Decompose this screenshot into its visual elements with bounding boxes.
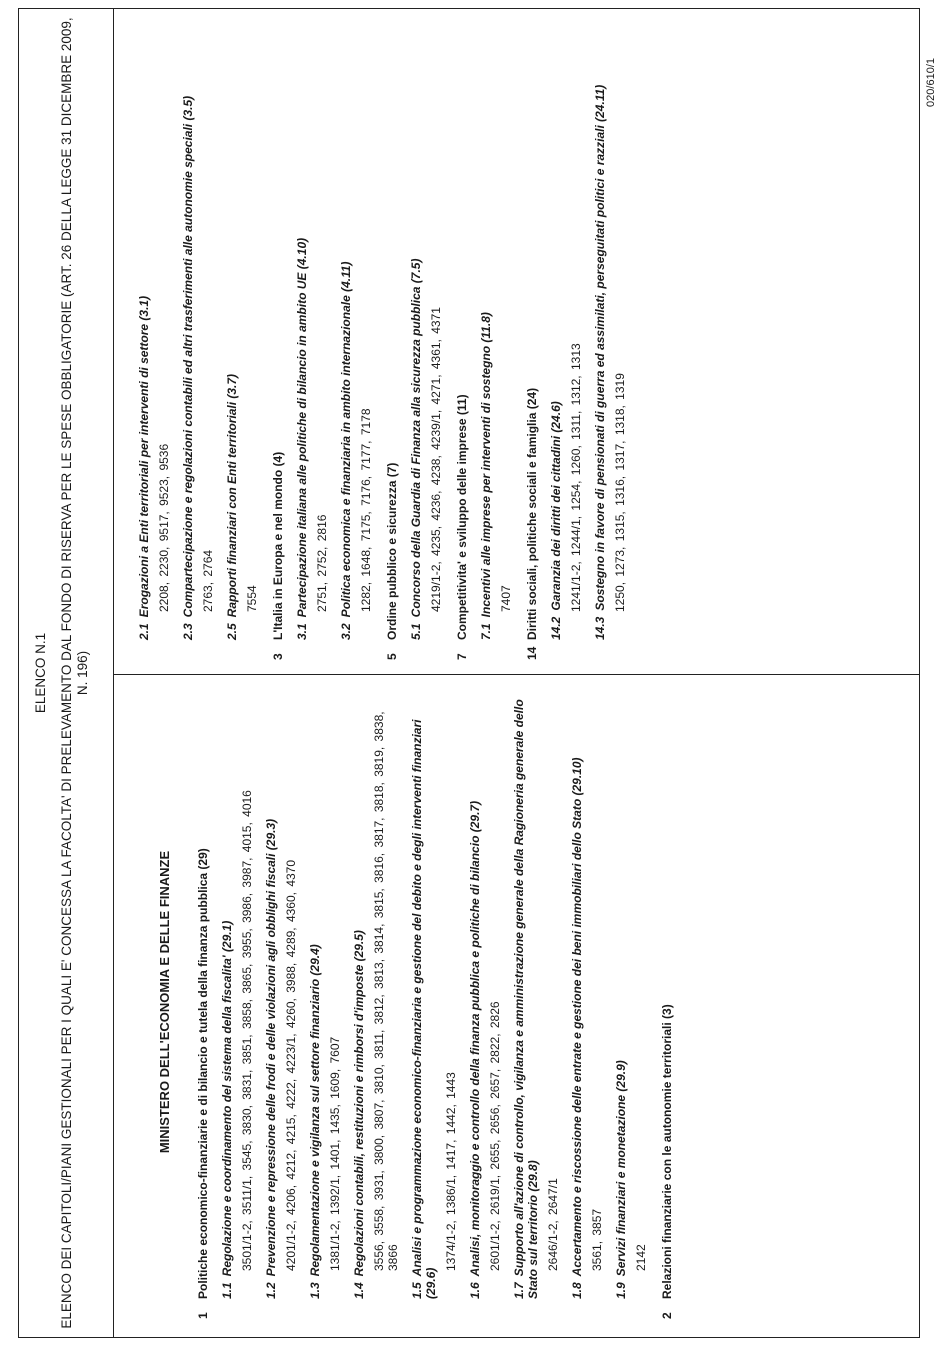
chapter-codes: 2142 — [634, 1244, 648, 1271]
subsection-number: 1.1 — [220, 1282, 234, 1299]
chapter-codes: 1241/1-2, 1244/1, 1254, 1260, 1311, 1312, 1313 — [569, 343, 583, 612]
document-title: ELENCO DEI CAPITOLI/PIANI GESTIONALI PER I QUALI E' CONCESSA LA FACOLTA' DI PRELEVAMENTO DAL FONDO DI RISERVA PER LE SPESE OBBLIGATORIE (ART. 26 DELLA LEGGE 31 DICEMBRE 2009, N. 196) — [59, 17, 90, 1329]
section-label: Diritti sociali, politiche sociali e famiglia (24) — [525, 387, 539, 640]
section-label: Competitivita' e sviluppo delle imprese (11) — [455, 394, 469, 640]
chapter-codes: 3501/1-2, 3511/1, 3545, 3830, 3831, 3851, 3858, 3865, 3955, 3986, 3987, 4015, 4016 — [240, 790, 254, 1271]
subsection-number: 14.2 — [549, 616, 563, 640]
chapter-codes: 1374/1-2, 1386/1, 1417, 1442, 1443 — [444, 1072, 458, 1271]
subsection-title: Supporto all'azione di controllo, vigilanza e amministrazione generale della Ragioneria generale dello Stato sul territorio (29.8) — [512, 699, 540, 1299]
chapter-codes: 3561, 3857 — [590, 1208, 604, 1271]
subsection-number: 7.1 — [479, 623, 493, 640]
subsection-1-2 — [264, 685, 298, 1299]
subsection-number: 1.4 — [352, 1282, 366, 1299]
section-label: Relazioni finanziarie con le autonomie territoriali (3) — [660, 1004, 674, 1299]
section-number: 5 — [385, 653, 399, 660]
page-code: 020/610/1 — [925, 58, 937, 107]
section-number: 2 — [660, 1312, 674, 1319]
subsection-5-1 — [409, 19, 443, 640]
chapter-codes: 1282, 1648, 7175, 7176, 7177, 7178 — [359, 408, 373, 612]
section-label: Politiche economico-finanziarie e di bilancio e tutela della finanza pubblica (29) — [196, 848, 210, 1299]
section-7 — [455, 19, 513, 660]
chapter-codes: 1381/1-2, 1392/1, 1401, 1435, 1609, 7607 — [328, 1036, 342, 1271]
section-label: L'Italia in Europa e nel mondo (4) — [271, 451, 285, 640]
subsection-3-1 — [295, 19, 329, 640]
document-frame — [18, 8, 920, 1338]
right-column — [113, 9, 919, 674]
ministry-heading: MINISTERO DELL'ECONOMIA E DELLE FINANZE — [157, 850, 172, 1154]
chapter-codes: 4201/1-2, 4206, 4212, 4215, 4222, 4223/1, 4260, 3988, 4289, 4360, 4370 — [284, 859, 298, 1271]
elenco-label: ELENCO N.1 — [33, 632, 48, 714]
subsection-title: Regolazioni contabili, restituzioni e rimborsi d'imposte (29.5) — [352, 930, 366, 1277]
left-column — [113, 675, 919, 1337]
subsection-1-7 — [512, 685, 560, 1299]
subsection-title: Garanzia dei diritti dei cittadini (24.6) — [549, 401, 563, 611]
section-3 — [271, 19, 373, 660]
subsection-title: Regolamentazione e vigilanza sul settore finanziario (29.4) — [308, 944, 322, 1277]
subsection-title: Analisi, monitoraggio e controllo della finanza pubblica e politiche di bilancio (29.7) — [468, 800, 482, 1277]
subsection-number: 5.1 — [409, 623, 423, 640]
subsection-number: 3.2 — [339, 623, 353, 640]
subsection-title: Politica economica e finanziaria in ambito internazionale (4.11) — [339, 261, 353, 618]
subsection-number: 14.3 — [593, 616, 607, 640]
chapter-codes: 2646/1-2, 2647/1 — [546, 1178, 560, 1271]
section-2 — [660, 685, 674, 1319]
chapter-codes: 1250, 1273, 1315, 1316, 1317, 1318, 1319 — [613, 373, 627, 612]
chapter-codes: 4219/1-2, 4235, 4236, 4238, 4239/1, 4271, 4361, 4371 — [429, 307, 443, 612]
chapter-codes: 2601/1-2, 2619/1, 2655, 2656, 2657, 2822, 2826 — [488, 1001, 502, 1271]
subsection-14-2 — [549, 19, 583, 640]
subsection-1-3 — [308, 685, 342, 1299]
subsection-number: 1.3 — [308, 1282, 322, 1299]
section-number: 7 — [455, 653, 469, 660]
subsection-title: Servizi finanziari e monetazione (29.9) — [614, 1060, 628, 1277]
section-number: 3 — [271, 653, 285, 660]
section-1 — [196, 685, 648, 1319]
header — [19, 9, 113, 1337]
chapter-codes: 7407 — [499, 585, 513, 612]
rotated-page — [19, 9, 919, 1337]
chapter-codes: 2208, 2230, 9517, 9523, 9536 — [157, 443, 171, 612]
subsection-number: 1.9 — [614, 1282, 628, 1299]
section-number: 1 — [196, 1312, 210, 1319]
subsection-2-3 — [181, 19, 215, 640]
subsection-number: 2.3 — [181, 623, 195, 640]
subsection-number: 1.7 — [512, 1282, 526, 1299]
subsection-title: Partecipazione italiana alle politiche di bilancio in ambito UE (4.10) — [295, 237, 309, 618]
chapter-codes: 3556, 3558, 3931, 3800, 3807, 3810, 3811, 3812, 3813, 3814, 3815, 3816, 3817, 3818, 3819, 3838, 3866 — [372, 711, 400, 1271]
subsection-title: Analisi e programmazione economico-finanziaria e gestione del debito e degli interventi finanziari (29.6) — [410, 719, 438, 1299]
subsection-1-1 — [220, 685, 254, 1299]
subsection-title: Sostegno in favore di pensionati di guerra ed assimilati, perseguitati politici e razziali (24.11) — [593, 84, 607, 611]
subsection-number: 3.1 — [295, 623, 309, 640]
chapter-codes: 7554 — [245, 585, 259, 612]
subsection-7-1 — [479, 19, 513, 640]
chapter-codes: 2751, 2752, 2816 — [315, 514, 329, 612]
subsection-1-4 — [352, 685, 400, 1299]
subsection-number: 1.2 — [264, 1282, 278, 1299]
subsection-number: 1.8 — [570, 1282, 584, 1299]
subsection-1-6 — [468, 685, 502, 1299]
subsection-1-5 — [410, 685, 458, 1299]
subsection-title: Accertamento e riscossione delle entrate e gestione dei beni immobiliari dello Stato (29.10) — [570, 757, 584, 1277]
subsection-2-1 — [137, 19, 171, 640]
subsection-3-2 — [339, 19, 373, 640]
subsection-number: 2.5 — [225, 623, 239, 640]
subsection-title: Erogazioni a Enti territoriali per interventi di settore (3.1) — [137, 295, 151, 618]
subsection-number: 1.6 — [468, 1282, 482, 1299]
subsection-title: Regolazione e coordinamento del sistema della fiscalita' (29.1) — [220, 920, 234, 1277]
section-5 — [385, 19, 443, 660]
subsection-title: Incentivi alle imprese per interventi di sostegno (11.8) — [479, 312, 493, 618]
section-label: Ordine pubblico e sicurezza (7) — [385, 462, 399, 640]
subsection-title: Compartecipazione e regolazioni contabili ed altri trasferimenti alle autonomie speciali (3.5) — [181, 95, 195, 618]
subsection-title: Concorso della Guardia di Finanza alla sicurezza pubblica (7.5) — [409, 258, 423, 618]
subsection-number: 2.1 — [137, 623, 151, 640]
section-14 — [525, 19, 627, 660]
subsection-1-8 — [570, 685, 604, 1299]
subsection-title: Prevenzione e repressione delle frodi e delle violazioni agli obblighi fiscali (29.3) — [264, 818, 278, 1277]
subsection-number: 1.5 — [410, 1282, 424, 1299]
subsection-title: Rapporti finanziari con Enti territoriali (3.7) — [225, 373, 239, 618]
subsection-14-3 — [593, 19, 627, 640]
subsection-1-9 — [614, 685, 648, 1299]
chapter-codes: 2763, 2764 — [201, 549, 215, 612]
subsection-2-5 — [225, 19, 259, 640]
section-number: 14 — [525, 646, 539, 660]
